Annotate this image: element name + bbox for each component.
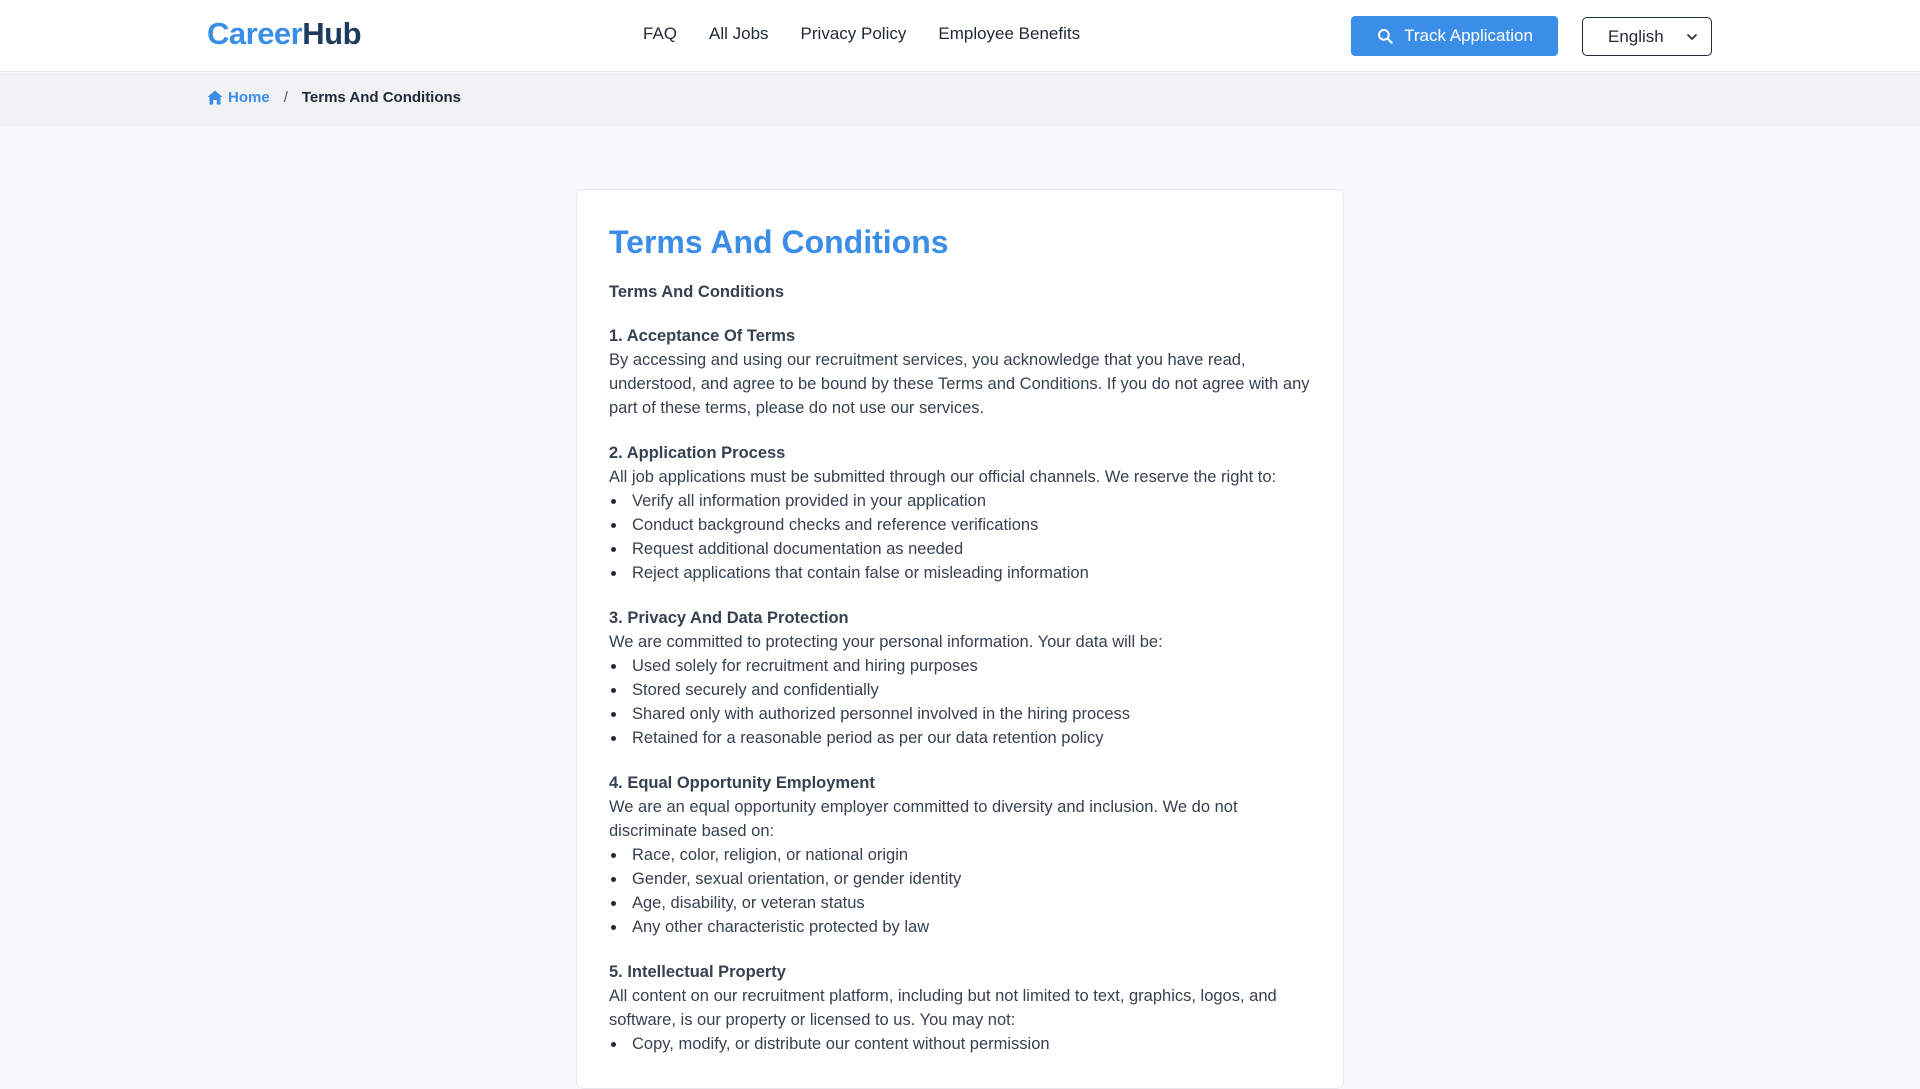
- page-title: Terms And Conditions: [609, 224, 949, 260]
- list-item: Gender, sexual orientation, or gender identity: [609, 867, 1311, 891]
- language-select[interactable]: [1582, 17, 1712, 56]
- page-subtitle: Terms And Conditions: [609, 283, 785, 301]
- section-heading: 5. Intellectual Property: [609, 963, 786, 981]
- main-nav: [643, 24, 1080, 44]
- site-header: [0, 0, 1920, 72]
- list-item: Stored securely and confidentially: [609, 678, 1311, 702]
- section-text: We are committed to protecting your personal information. Your data will be:: [609, 633, 1163, 651]
- list-item: Shared only with authorized personnel involved in the hiring process: [609, 702, 1311, 726]
- section-heading: 2. Application Process: [609, 444, 786, 462]
- breadcrumb-separator: /: [283, 89, 288, 106]
- nav-privacy-policy[interactable]: Privacy Policy: [800, 24, 907, 43]
- bullet-list: [609, 654, 1311, 750]
- nav-faq[interactable]: FAQ: [643, 24, 678, 43]
- breadcrumb-home-label: Home: [228, 89, 270, 106]
- section-acceptance-of-terms: [609, 325, 1311, 420]
- section-heading: 1. Acceptance Of Terms: [609, 327, 796, 345]
- careerhub-logo[interactable]: [207, 14, 361, 54]
- list-item: Copy, modify, or distribute our content without permission: [609, 1032, 1311, 1056]
- bullet-list: [609, 1032, 1311, 1056]
- track-application-label: Track Application: [1404, 26, 1533, 45]
- search-icon: [1376, 27, 1394, 45]
- section-privacy-data-protection: [609, 607, 1311, 750]
- list-item: Any other characteristic protected by law: [609, 915, 1311, 939]
- list-item: Used solely for recruitment and hiring purposes: [609, 654, 1311, 678]
- nav-all-jobs[interactable]: All Jobs: [709, 24, 769, 43]
- section-heading: 3. Privacy And Data Protection: [609, 609, 849, 627]
- section-application-process: [609, 442, 1311, 585]
- list-item: Reject applications that contain false or misleading information: [609, 561, 1311, 585]
- list-item: Conduct background checks and reference verifications: [609, 513, 1311, 537]
- list-item: Age, disability, or veteran status: [609, 891, 1311, 915]
- section-text: We are an equal opportunity employer committed to diversity and inclusion. We do not discriminate based on:: [609, 798, 1238, 840]
- list-item: Verify all information provided in your application: [609, 489, 1311, 513]
- section-text: All job applications must be submitted through our official channels. We reserve the right to:: [609, 468, 1277, 486]
- bullet-list: [609, 489, 1311, 585]
- logo-text-career: Career: [207, 16, 303, 51]
- logo-text-hub: Hub: [302, 16, 362, 51]
- breadcrumb: [207, 89, 461, 106]
- list-item: Race, color, religion, or national origin: [609, 843, 1311, 867]
- bullet-list: [609, 843, 1311, 939]
- track-application-button[interactable]: [1351, 16, 1558, 56]
- terms-card: [576, 189, 1344, 1089]
- section-intellectual-property: [609, 961, 1311, 1056]
- section-equal-opportunity: [609, 772, 1311, 939]
- home-icon: [207, 90, 223, 105]
- list-item: Retained for a reasonable period as per our data retention policy: [609, 726, 1311, 750]
- breadcrumb-home[interactable]: [207, 89, 270, 106]
- nav-employee-benefits[interactable]: Employee Benefits: [938, 24, 1081, 43]
- list-item: Request additional documentation as needed: [609, 537, 1311, 561]
- section-heading: 4. Equal Opportunity Employment: [609, 774, 875, 792]
- chevron-down-icon: [1687, 32, 1697, 42]
- section-text: All content on our recruitment platform, including but not limited to text, graphics, logos, and software, is our property or licensed to us. You may not:: [609, 987, 1277, 1029]
- language-value: English: [1608, 26, 1664, 46]
- breadcrumb-current: Terms And Conditions: [301, 89, 462, 106]
- section-text: By accessing and using our recruitment services, you acknowledge that you have read, understood, and agree to be bound by these Terms and Conditions. If you do not agree with any part of these terms, please do not use our services.: [609, 351, 1310, 417]
- breadcrumb-bar: [0, 73, 1920, 126]
